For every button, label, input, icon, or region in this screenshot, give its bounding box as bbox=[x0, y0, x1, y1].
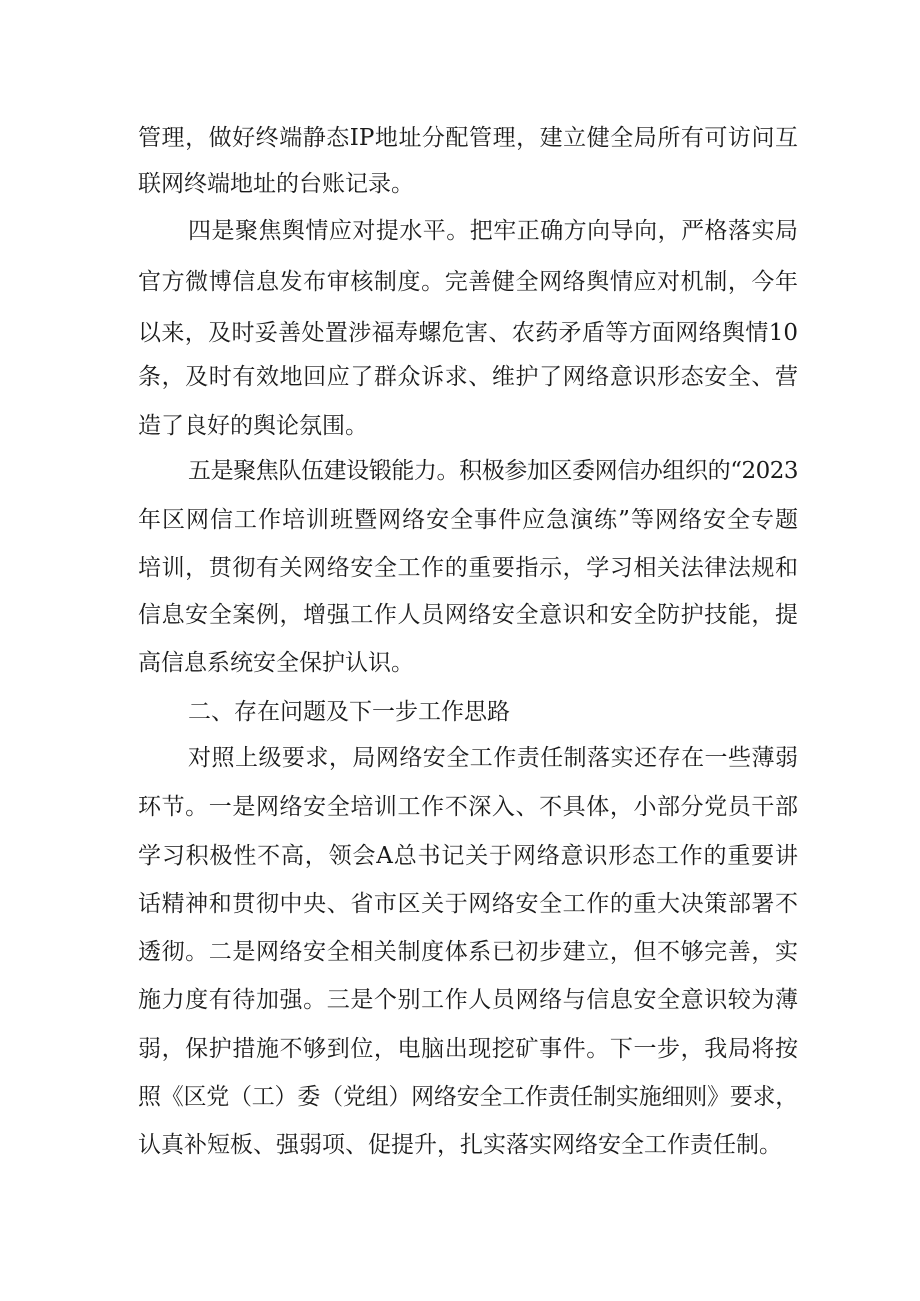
text-line: 以来，及时妥善处置涉福寿螺危害、农药矛盾等方面网络舆情10 bbox=[138, 320, 798, 346]
text-line: 透彻。二是网络安全相关制度体系已初步建立，但不够完善，实 bbox=[138, 939, 798, 965]
text-line: 施力度有待加强。三是个别工作人员网络与信息安全意识较为薄 bbox=[138, 987, 798, 1013]
text-line: 四是聚焦舆情应对提水平。把牢正确方向导向，严格落实局 bbox=[188, 218, 798, 244]
text-line: 培训，贯彻有关网络安全工作的重要指示，学习相关法律法规和 bbox=[138, 555, 798, 581]
text-line: 环节。一是网络安全培训工作不深入、不具体，小部分党员干部 bbox=[138, 794, 798, 820]
text-line: 条，及时有效地回应了群众诉求、维护了网络意识形态安全、营 bbox=[138, 364, 798, 390]
text-line: 弱，保护措施不够到位，电脑出现挖矿事件。下一步，我局将按 bbox=[138, 1036, 798, 1062]
text-line: 造了良好的舆论氛围。 bbox=[138, 413, 368, 439]
text-line: 话精神和贯彻中央、省市区关于网络安全工作的重大决策部署不 bbox=[138, 891, 798, 917]
text-line: 认真补短板、强弱项、促提升，扎实落实网络安全工作责任制。 bbox=[138, 1132, 782, 1158]
text-line: 联网终端地址的台账记录。 bbox=[138, 171, 414, 197]
text-line: 学习积极性不高，领会A总书记关于网络意识形态工作的重要讲 bbox=[138, 843, 798, 869]
text-line: 对照上级要求，局网络安全工作责任制落实还存在一些薄弱 bbox=[188, 745, 798, 771]
text-line: 高信息系统安全保护认识。 bbox=[138, 650, 414, 676]
text-line: 照《区党（工）委（党组）网络安全工作责任制实施细则》要求， bbox=[138, 1084, 798, 1110]
text-line: 信息安全案例，增强工作人员网络安全意识和安全防护技能，提 bbox=[138, 602, 798, 628]
section-heading-problems: 二、存在问题及下一步工作思路 bbox=[188, 699, 510, 725]
text-line: 年区网信工作培训班暨网络安全事件应急演练”等网络安全专题 bbox=[138, 507, 798, 533]
text-line: 官方微博信息发布审核制度。完善健全网络舆情应对机制，今年 bbox=[138, 269, 798, 295]
text-line: 管理，做好终端静态IP地址分配管理，建立健全局所有可访问互 bbox=[138, 125, 798, 151]
text-line: 五是聚焦队伍建设锻能力。积极参加区委网信办组织的“2023 bbox=[188, 458, 798, 484]
